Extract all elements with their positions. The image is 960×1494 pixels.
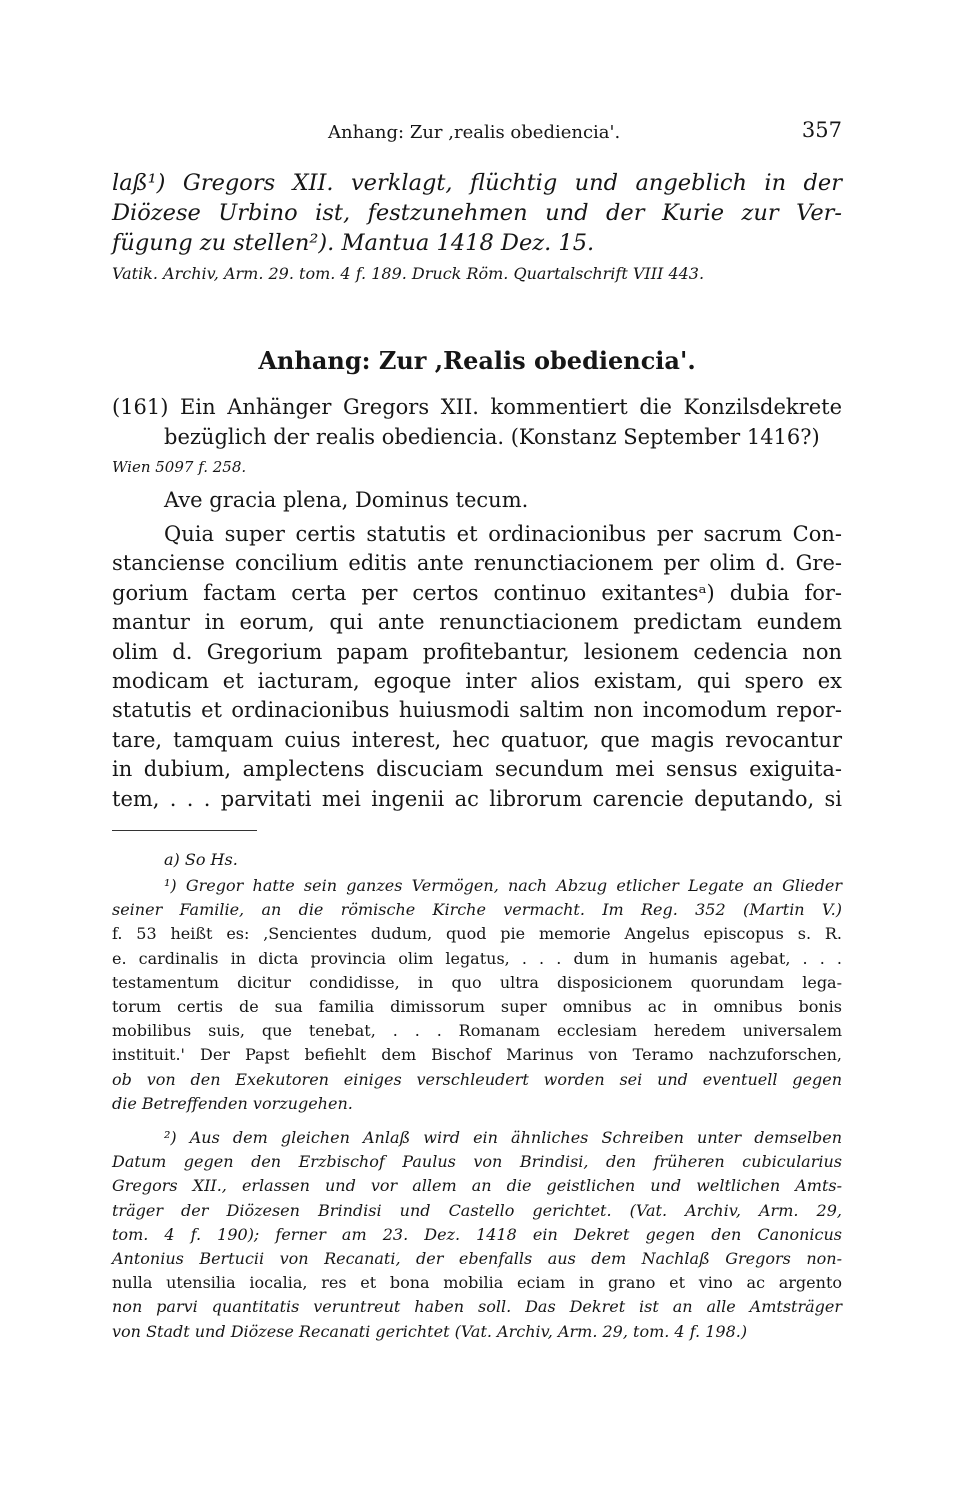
running-head: Anhang: Zur ,realis obediencia'. [328,122,621,143]
document-161-summary [112,392,842,452]
source-reference: Vatik. Archiv, Arm. 29. tom. 4 f. 189. Druck Röm. Quartalschrift VIII 443. [112,264,705,283]
salutation: Ave gracia plena, Dominus tecum. [164,488,529,512]
footnote-line: non parvi quantitatis veruntreut haben soll. Das Dekret ist an alle Amtsträger [112,1297,842,1317]
footnote-a: a) So Hs. [164,850,238,869]
footnote-line: ¹) Gregor hatte sein ganzes Vermögen, nach Abzug etlicher Legate an Glieder [164,876,842,895]
footnote-1 [112,874,842,1116]
footnote-line: von Stadt und Diözese Recanati gerichtet (Vat. Archiv, Arm. 29, tom. 4 f. 198.) [112,1321,748,1341]
footnote-line: die Betreffenden vorzugehen. [112,1093,353,1113]
body-line: stanciense concilium editis ante renunctiacionem per olim d. Gre- [112,551,842,576]
footnote-divider [112,830,257,831]
footnote-line: f. 53 heißt es: ,Sencientes dudum, quod pie memorie Angelus episcopus s. R. [112,924,842,944]
manuscript-reference: Wien 5097 f. 258. [112,458,247,476]
footnote-line: Gregors XII., erlassen und vor allem an die geistlichen und weltlichen Amts- [112,1176,842,1196]
body-line: in dubium, amplectens discuciam secundum mei sensus exiguita- [112,757,842,782]
footnote-line: tom. 4 f. 190); ferner am 23. Dez. 1418 ein Dekret gegen den Canonicus [112,1224,842,1244]
footnote-line: ²) Aus dem gleichen Anlaß wird ein ähnliches Schreiben unter demselben [164,1128,842,1148]
body-line: tem, . . . parvitati mei ingenii ac librorum carencie deputando, si [112,786,842,811]
intro-line: laß¹) Gregors XII. verklagt, flüchtig und angeblich in der [112,170,842,196]
footnote-line: e. cardinalis in dicta provincia olim legatus, . . . dum in humanis agebat, . . . [112,948,842,968]
intro-line: Diözese Urbino ist, festzunehmen und der Kurie zur Ver- [112,200,842,226]
footnote-2 [112,1126,842,1344]
footnote-line: ob von den Exekutoren einiges verschleudert worden sei und eventuell gegen [112,1069,842,1089]
footnote-line: instituit.' Der Papst befiehlt dem Bischof Marinus von Teramo nachzuforschen, [112,1045,842,1065]
footnote-line: Antonius Bertucii von Recanati, der ebenfalls aus dem Nachlaß Gregors non- [112,1249,842,1269]
body-line: modicam et iacturam, egoque inter alios existam, qui spero ex [112,669,842,694]
body-line: Quia super certis statutis et ordinacionibus per sacrum Con- [164,522,842,546]
body-paragraph [112,520,842,814]
intro-line: fügung zu stellen²). Mantua 1418 Dez. 15. [112,230,595,256]
intro-paragraph [112,168,842,258]
footnote-line: Datum gegen den Erzbischof Paulus von Brindisi, den früheren cubicularius [112,1152,842,1172]
footnote-line: träger der Diözesen Brindisi und Castello gerichtet. (Vat. Archiv, Arm. 29, [112,1200,842,1220]
body-line: olim d. Gregorium papam profitebantur, lesionem cedencia non [112,639,842,664]
footnote-line: testamentum dicitur condidisse, in quo ultra disposicionem quorundam lega- [112,972,842,992]
summary-line: bezüglich der realis obediencia. (Konstanz September 1416?) [164,425,820,449]
footnote-line: torum certis de sua familia dimissorum super omnibus ac in omnibus bonis [112,997,842,1017]
body-line: tare, tamquam cuius interest, hec quatuor, que magis revocantur [112,727,842,752]
page-number: 357 [801,118,842,142]
section-heading: Anhang: Zur ,Realis obediencia'. [258,346,696,375]
body-line: statutis et ordinacionibus huiusmodi saltim non incomodum repor- [112,698,842,723]
footnotes [112,848,842,1344]
footnote-line: nulla utensilia iocalia, res et bona mobilia eciam in grano et vino ac argento [112,1273,842,1293]
body-line: gorium factam certa per certos continuo exitantesᵃ) dubia for- [112,580,842,605]
body-line: mantur in eorum, qui ante renunctiacionem predictam eundem [112,610,842,635]
footnote-line: mobilibus suis, que tenebat, . . . Romanam ecclesiam heredem universalem [112,1021,842,1041]
page-header [112,118,842,148]
summary-line: (161) Ein Anhänger Gregors XII. kommentiert die Konzilsdekrete [112,395,842,419]
footnote-line: seiner Familie, an die römische Kirche vermacht. Im Reg. 352 (Martin V.) [112,900,842,920]
